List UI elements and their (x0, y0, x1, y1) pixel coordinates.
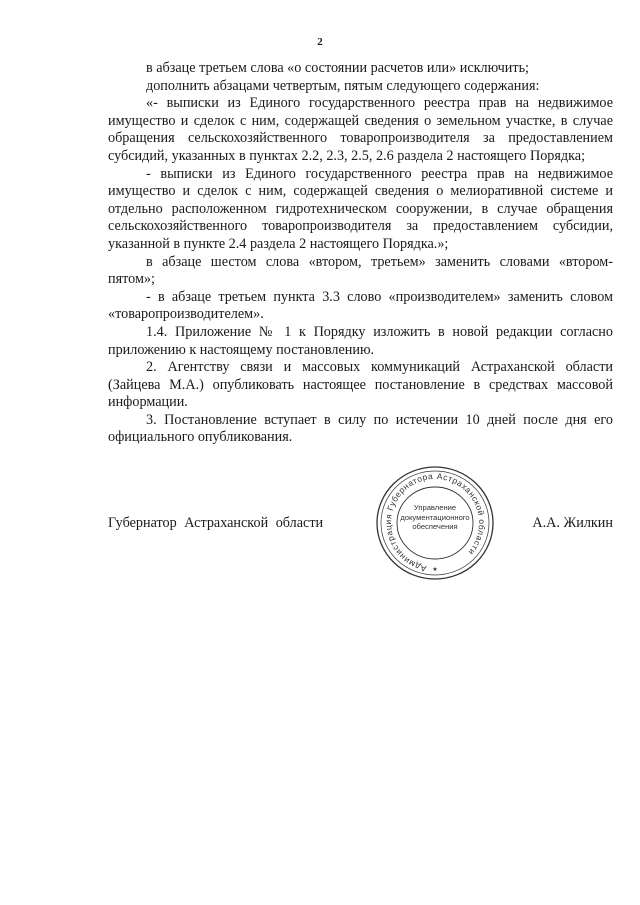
page-number: 2 (317, 36, 323, 48)
paragraph: дополнить абзацами четвертым, пятым следующего содержания: (146, 77, 540, 94)
stamp-line: документационного (400, 512, 470, 522)
paragraph: «- выписки из Единого государственного реестра прав на недвижимое имущество и сделок с ним, содержащей сведения о земельном участке, в случае обращения сельскохозяйственного товаропроизводителя за предоставлением субсидий, указанных в пунктах 2.2, 2.3, 2.5, 2.6 раздела 2 настоящего Порядка; (108, 95, 613, 164)
official-stamp (373, 463, 497, 583)
paragraph: 2. Агентству связи и массовых коммуникаций Астраханской области (Зайцева М.А.) опубликовать настоящее постановление в средствах массовой информации. (108, 359, 613, 411)
signatory-name: А.А. Жилкин (532, 515, 613, 531)
document-body (108, 60, 613, 447)
paragraph: - выписки из Единого государственного реестра прав на недвижимое имущество и сделок с ним, содержащей сведения о мелиоративной системе и отдельно расположенном гидротехническом сооружении, в случае обращения сельскохозяйственного товаропроизводителя за предоставлением субсидии, указанной в пункте 2.4 раздела 2 настоящего Порядка.»; (108, 165, 613, 252)
paragraph: - в абзаце третьем пункта 3.3 слово «производителем» заменить словом «товаропроизводителем». (108, 288, 613, 323)
stamp-center-text (397, 503, 473, 532)
signature-block (108, 512, 613, 535)
paragraph: 3. Постановление вступает в силу по истечении 10 дней после дня его официального опубликования. (108, 411, 613, 446)
paragraph: 1.4. Приложение № 1 к Порядку изложить в новой редакции согласно приложению к настоящему постановлению. (108, 323, 613, 358)
svg-text:Администрация Губернатора Астр: Администрация Губернатора Астраханской области (382, 470, 488, 575)
svg-text:★: ★ (432, 567, 438, 573)
paragraph: в абзаце третьем слова «о состоянии расчетов или» исключить; (146, 60, 529, 76)
signatory-title: Губернатор Астраханской области (108, 515, 324, 531)
paragraph: в абзаце шестом слова «втором, третьем» заменить словами «втором-пятом»; (108, 253, 613, 288)
stamp-line: Управление (413, 503, 457, 512)
stamp-line: обеспечения (412, 522, 458, 531)
